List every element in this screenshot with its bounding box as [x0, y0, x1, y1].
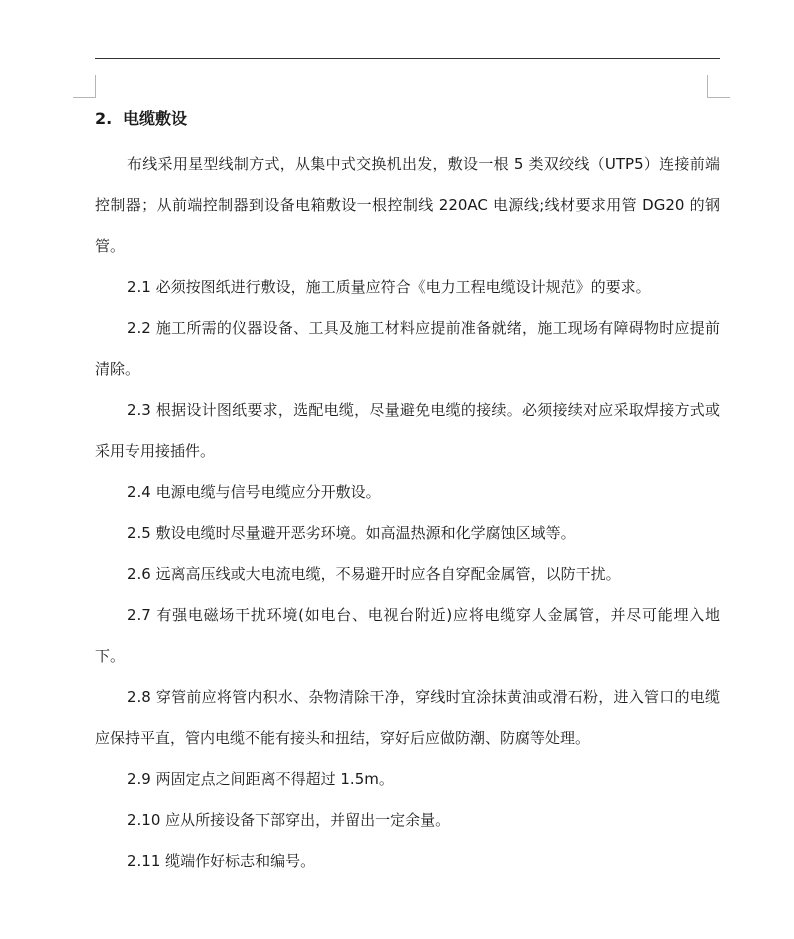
paragraph-2-7: 2.7 有强电磁场干扰环境(如电台、电视台附近)应将电缆穿人金属管，并尽可能埋入地下。: [95, 606, 720, 665]
section-heading: [95, 103, 720, 135]
section-title: 电缆敷设: [123, 109, 188, 128]
section-number: 2.: [95, 109, 113, 128]
paragraph-intro: 布线采用星型线制方式，从集中式交换机出发，敷设一根 5 类双绞线（UTP5）连接前端控制器；从前端控制器到设备电箱敷设一根控制线 220AC 电源线;线材要求用管 DG20 的钢管。: [95, 155, 720, 255]
paragraph-2-10: 2.10 应从所接设备下部穿出，并留出一定余量。: [127, 811, 451, 829]
paragraph-2-5: 2.5 敷设电缆时尽量避开恶劣环境。如高温热源和化学腐蚀区域等。: [127, 524, 576, 542]
paragraph-2-4: 2.4 电源电缆与信号电缆应分开敷设。: [127, 483, 381, 501]
paragraph-2-2: 2.2 施工所需的仪器设备、工具及施工材料应提前准备就绪，施工现场有障碍物时应提前清除。: [95, 319, 720, 378]
margin-corner-mark-left: [73, 75, 96, 98]
paragraph-2-1: 2.1 必须按图纸进行敷设，施工质量应符合《电力工程电缆设计规范》的要求。: [127, 278, 651, 296]
paragraph-2-6: 2.6 远离高压线或大电流电缆，不易避开时应各自穿配金属管，以防干扰。: [127, 565, 621, 583]
document-body: [95, 103, 720, 882]
margin-corner-mark-right: [707, 75, 730, 98]
paragraph-2-9: 2.9 两固定点之间距离不得超过 1.5m。: [127, 770, 394, 788]
paragraph-2-8: 2.8 穿管前应将管内积水、杂物清除干净，穿线时宜涂抹黄油或滑石粉，进入管口的电缆应保持平直，管内电缆不能有接头和扭结，穿好后应做防潮、防腐等处理。: [95, 688, 720, 747]
page-header-rule: [95, 58, 720, 59]
paragraph-2-3: 2.3 根据设计图纸要求，选配电缆，尽量避免电缆的接续。必须接续对应采取焊接方式或采用专用接插件。: [95, 401, 720, 460]
paragraph-2-11: 2.11 缆端作好标志和编号。: [127, 852, 316, 870]
